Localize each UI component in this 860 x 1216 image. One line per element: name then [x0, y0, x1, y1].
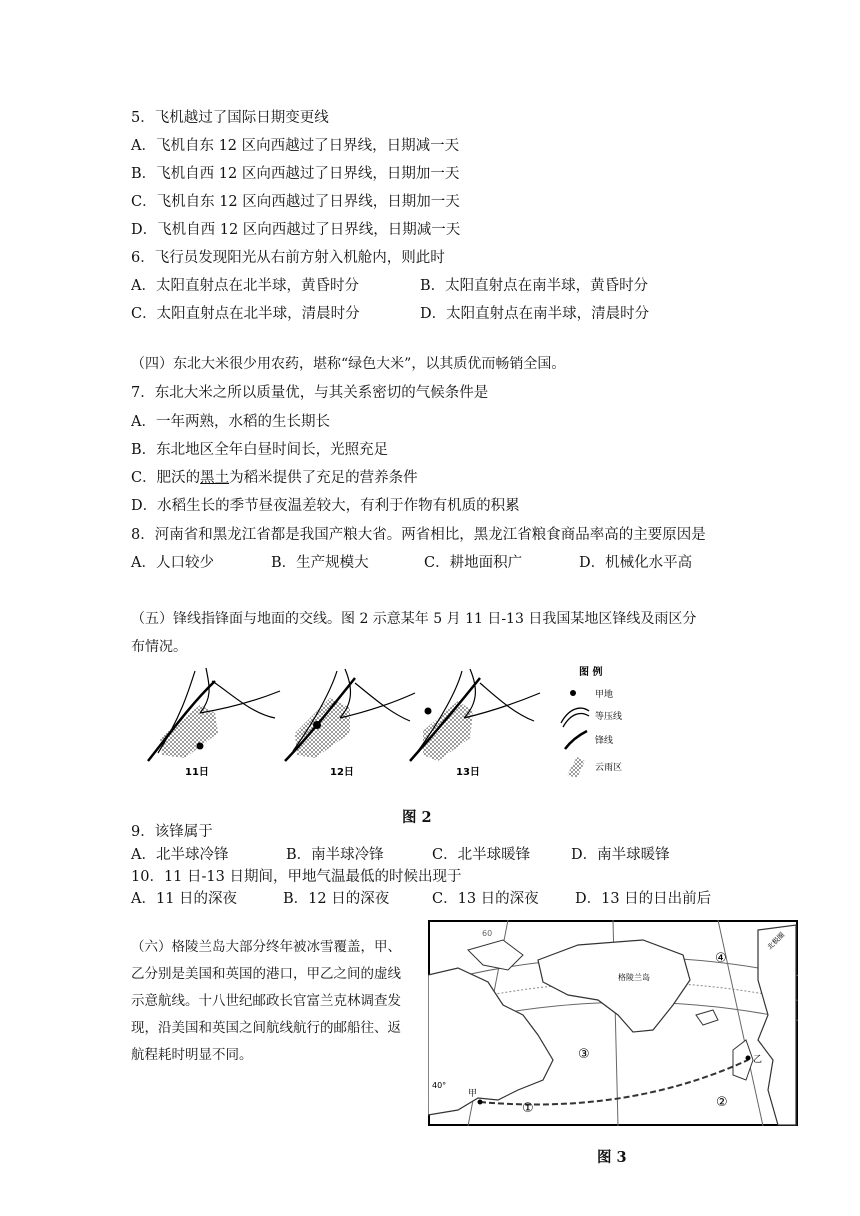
legend-jia-icon [570, 690, 576, 696]
label-greenland: 格陵兰岛 [618, 973, 650, 982]
figure-2-legend [561, 665, 622, 778]
q10-option-d: D．13 日的日出前后 [575, 891, 712, 907]
q7-option-d: D．水稻生长的季节昼夜温差较大，有利于作物有机质的积累 [131, 498, 520, 514]
legend-rain-label: 云雨区 [595, 763, 623, 773]
label-yi: 乙 [753, 1055, 763, 1065]
label-arctic-circle: 北极圈 [765, 930, 787, 952]
q7-option-c-underlined: 黑土 [200, 470, 230, 486]
legend-jia-label: 甲地 [595, 690, 614, 700]
legend-isobar-icon [561, 708, 589, 727]
panel-label-13: 13日 [456, 767, 480, 778]
figure-2-front-maps [140, 663, 700, 793]
q10-stem: 10．11 日-13 日期间，甲地气温最低的时候出现于 [131, 869, 462, 885]
q7-option-c [131, 468, 418, 488]
q7-stem: 7．东北大米之所以质量优，与其关系密切的气候条件是 [131, 385, 489, 401]
q7-option-c-prefix: C．肥沃的 [131, 470, 201, 486]
rain-area-12 [295, 698, 350, 758]
q8-option-d: D．机械化水平高 [579, 555, 693, 571]
q8-stem: 8．河南省和黑龙江省都是我国产粮大省。两省相比，黑龙江省粮食商品率高的主要原因是 [131, 527, 706, 543]
q8-option-a: A．人口较少 [131, 555, 214, 571]
figure-3-north-atlantic-map [428, 920, 798, 1126]
port-yi [746, 1056, 751, 1061]
jia-point-13 [425, 708, 432, 715]
q5-option-d: D．飞机自西 12 区向西越过了日界线，日期减一天 [131, 222, 461, 238]
q8-option-c: C．耕地面积广 [424, 555, 523, 571]
label-1: ① [522, 1101, 534, 1116]
q10-option-a: A．11 日的深夜 [131, 891, 238, 907]
legend-title: 图 例 [579, 667, 603, 678]
q6-option-d: D．太阳直射点在南半球，清晨时分 [420, 306, 650, 322]
panel-12 [285, 669, 415, 778]
q7-option-b: B．东北地区全年白昼时间长，光照充足 [131, 442, 389, 458]
panel-label-12: 12日 [330, 767, 354, 778]
q6-option-a: A．太阳直射点在北半球，黄昏时分 [131, 278, 359, 294]
label-3: ③ [578, 1047, 590, 1062]
q6-option-c: C．太阳直射点在北半球，清晨时分 [131, 306, 360, 322]
q9-stem: 9．该锋属于 [131, 824, 213, 840]
q6-stem: 6．飞行员发现阳光从右前方射入机舱内，则此时 [131, 250, 445, 266]
label-4: ④ [715, 951, 727, 966]
q8-option-b: B．生产规模大 [271, 555, 369, 571]
label-jia: 甲 [468, 1089, 478, 1099]
jia-point-12 [313, 721, 321, 729]
isobar-11c [200, 691, 280, 713]
isobar-12c [340, 693, 415, 718]
q5-option-a: A．飞机自东 12 区向西越过了日界线，日期减一天 [131, 138, 460, 154]
isobar-13d [480, 683, 534, 721]
figure-3-caption: 图 3 [597, 1149, 627, 1166]
legend-front-icon [565, 731, 587, 749]
label-meridian-60: 60 [482, 929, 493, 938]
q7-option-a: A．一年两熟，水稻的生长期长 [131, 414, 330, 430]
isobar-11d [212, 681, 275, 718]
section-5-intro-line1: （五）锋线指锋面与地面的交线。图 2 示意某年 5 月 11 日-13 日我国某地区锋线及雨区分 [131, 611, 697, 627]
q5-option-b: B．飞机自西 12 区向西越过了日界线，日期加一天 [131, 166, 460, 182]
q7-option-c-suffix: 为稻米提供了充足的营养条件 [229, 470, 418, 486]
q9-option-a: A．北半球冷锋 [131, 847, 229, 863]
panel-11 [148, 668, 280, 778]
label-lat-40: 40° [432, 1081, 447, 1090]
jia-point-11 [197, 743, 204, 750]
section-6-intro: （六）格陵兰岛大部分终年被冰雪覆盖，甲、乙分别是美国和英国的港口，甲乙之间的虚线示意航线。十八世纪邮政长官富兰克林调查发现，沿美国和英国之间航线航行的邮船往、返航程耗时明显不同。 [131, 939, 401, 1063]
q9-option-c: C．北半球暖锋 [432, 847, 531, 863]
figure-2-caption: 图 2 [402, 809, 432, 826]
q9-option-b: B．南半球冷锋 [286, 847, 384, 863]
label-2: ② [716, 1095, 728, 1110]
port-jia [478, 1100, 483, 1105]
panel-label-11: 11日 [185, 767, 209, 778]
q5-option-c: C．飞机自东 12 区向西越过了日界线，日期加一天 [131, 194, 460, 210]
legend-isobar-label: 等压线 [595, 712, 623, 722]
q10-option-b: B．12 日的深夜 [283, 891, 390, 907]
section-4-intro: （四）东北大米很少用农药，堪称“绿色大米”，以其质优而畅销全国。 [131, 356, 566, 372]
panel-13 [410, 669, 540, 778]
q6-option-b: B．太阳直射点在南半球，黄昏时分 [420, 278, 649, 294]
q10-option-c: C．13 日的深夜 [432, 891, 539, 907]
q5-stem: 5．飞机越过了国际日期变更线 [131, 110, 329, 126]
q9-option-d: D．南半球暖锋 [571, 847, 670, 863]
section-5-intro-line2: 布情况。 [131, 639, 187, 655]
legend-front-label: 锋线 [595, 736, 614, 746]
isobar-12d [355, 683, 410, 721]
rain-area-11 [160, 705, 218, 758]
legend-rain-icon [567, 757, 585, 778]
